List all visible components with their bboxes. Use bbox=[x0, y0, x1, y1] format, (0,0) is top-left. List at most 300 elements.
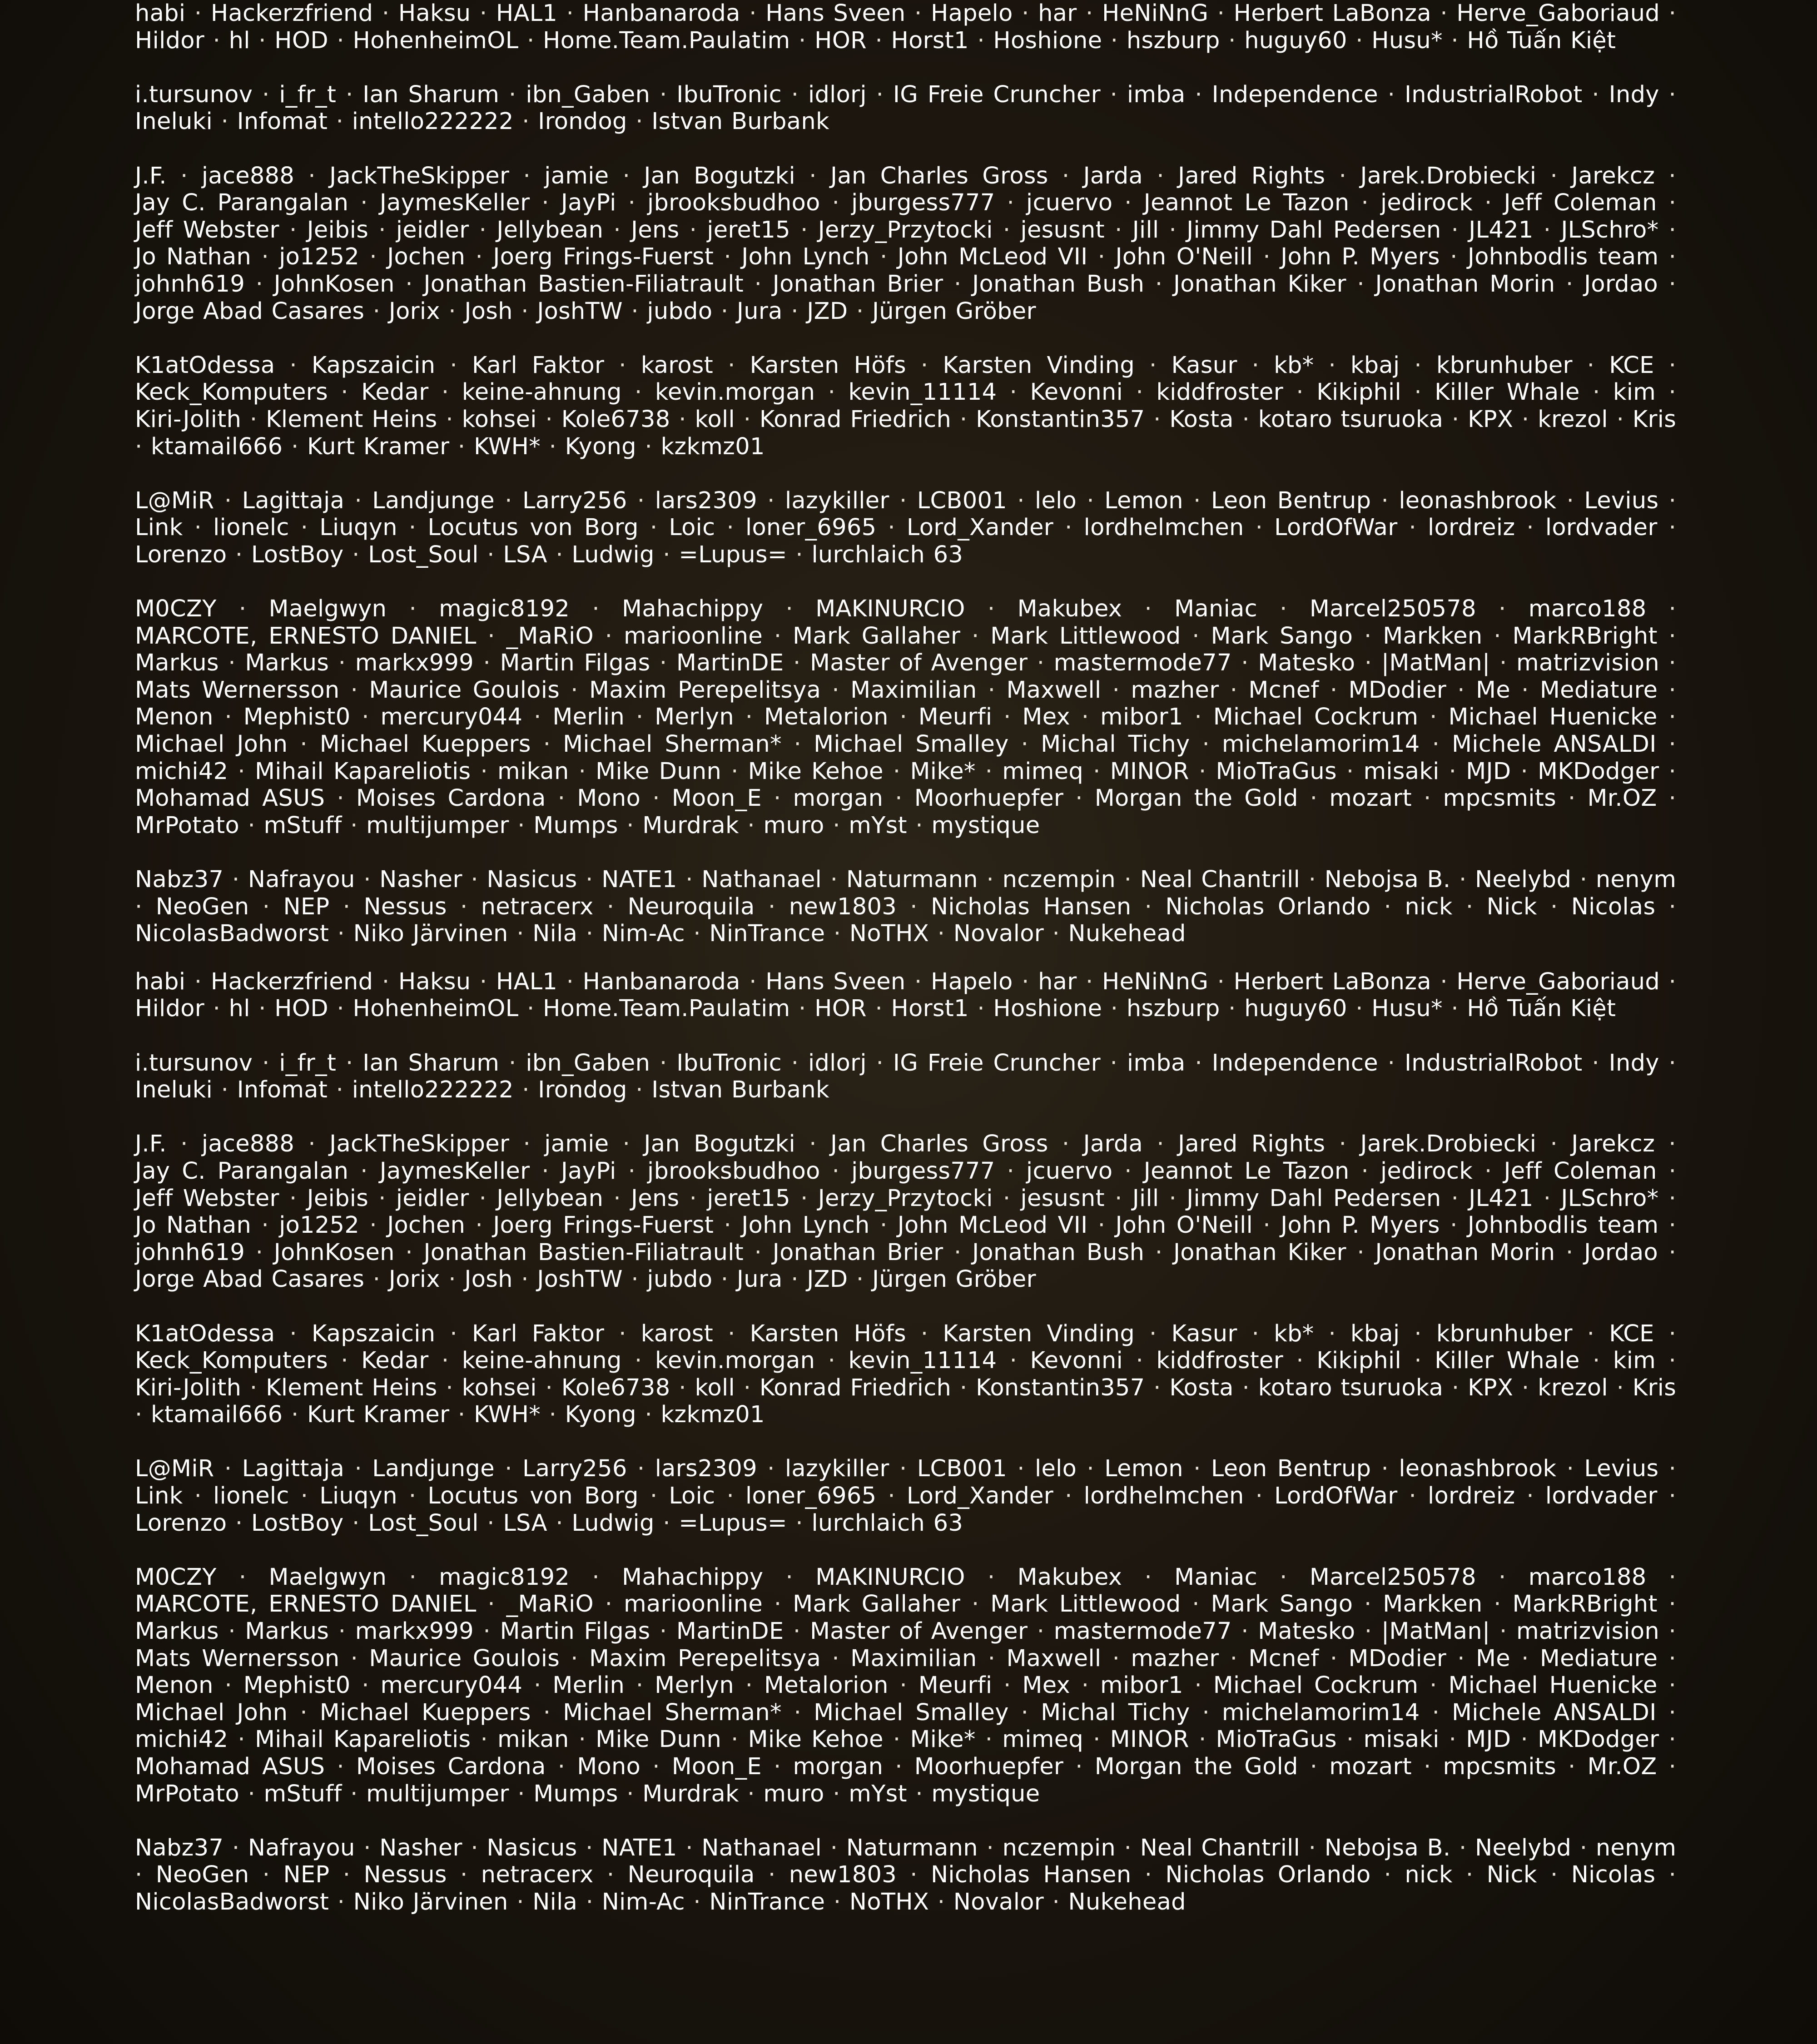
contributor-name: Jordao bbox=[1584, 270, 1658, 298]
contributor-name: Jarek.Drobiecki bbox=[1360, 1131, 1537, 1158]
contributor-name: mibor1 bbox=[1100, 1672, 1183, 1699]
name-separator: · bbox=[937, 920, 945, 948]
contributor-name: Niko Järvinen bbox=[353, 920, 508, 948]
contributor-name: Merlyn bbox=[655, 1672, 734, 1699]
name-separator: · bbox=[308, 1131, 316, 1158]
credits-letter-group bbox=[135, 487, 1676, 569]
credits-letter-group bbox=[135, 0, 1676, 54]
name-separator: · bbox=[720, 298, 729, 325]
contributor-name: Nicholas Orlando bbox=[1165, 893, 1371, 920]
contributor-name: Makubex bbox=[1017, 1563, 1122, 1591]
name-separator: · bbox=[1592, 81, 1599, 108]
contributor-name: MINOR bbox=[1110, 758, 1189, 785]
contributor-name: ibn_Gaben bbox=[526, 1049, 650, 1077]
name-separator: · bbox=[1668, 270, 1677, 298]
credits-letter-group bbox=[135, 81, 1676, 135]
contributor-name: Jill bbox=[1132, 216, 1159, 243]
name-separator: · bbox=[1566, 487, 1574, 514]
contributor-name: Mcnef bbox=[1248, 1645, 1319, 1672]
name-separator: · bbox=[354, 487, 362, 514]
contributor-name: HAL1 bbox=[496, 968, 558, 995]
contributor-name: i_fr_t bbox=[279, 1049, 337, 1077]
name-separator: · bbox=[726, 514, 735, 541]
contributor-name: lelo bbox=[1035, 487, 1077, 514]
contributor-name: Ineluki bbox=[135, 108, 213, 135]
name-separator: · bbox=[1149, 352, 1157, 379]
contributor-name: Jay C. Parangalan bbox=[135, 189, 349, 217]
contributor-name: Maxwell bbox=[1006, 676, 1102, 704]
contributor-name: Mike* bbox=[910, 758, 976, 785]
contributor-name: Mark Gallaher bbox=[793, 1591, 961, 1618]
contributor-name: LCB001 bbox=[917, 487, 1007, 514]
name-separator: · bbox=[517, 812, 525, 839]
contributor-name: Maurice Goulois bbox=[369, 1645, 560, 1672]
name-separator: · bbox=[1136, 379, 1143, 406]
credits-letter-group bbox=[135, 163, 1676, 325]
contributor-name: Kasur bbox=[1171, 1320, 1237, 1347]
contributor-name: Leon Bentrup bbox=[1211, 1455, 1371, 1483]
contributor-name: Liuqyn bbox=[319, 1483, 397, 1510]
name-separator: · bbox=[888, 1483, 895, 1510]
contributor-name: Michal Tichy bbox=[1041, 731, 1190, 758]
name-separator: · bbox=[1355, 27, 1363, 54]
name-separator: · bbox=[1579, 866, 1588, 893]
contributor-name: netracerx bbox=[481, 893, 594, 920]
name-separator: · bbox=[1003, 216, 1011, 243]
contributor-name: Mumps bbox=[533, 812, 618, 839]
name-separator: · bbox=[747, 812, 755, 839]
contributor-name: leonashbrook bbox=[1399, 1455, 1557, 1483]
name-separator: · bbox=[768, 1861, 776, 1889]
contributor-name: Kyong bbox=[565, 1401, 636, 1429]
contributor-name: =Lupus= bbox=[679, 1509, 787, 1537]
name-separator: · bbox=[224, 487, 232, 514]
name-separator: · bbox=[1668, 1672, 1677, 1699]
name-separator: · bbox=[1115, 216, 1122, 243]
contributor-name: MAKINURCIO bbox=[815, 595, 965, 623]
contributor-name: matrizvision bbox=[1516, 650, 1659, 677]
contributor-name: markx999 bbox=[355, 650, 474, 677]
name-separator: · bbox=[1668, 1157, 1677, 1185]
name-separator: · bbox=[745, 1672, 753, 1699]
name-separator: · bbox=[606, 893, 615, 920]
contributor-name: hl bbox=[228, 27, 250, 54]
contributor-name: Mediature bbox=[1539, 1645, 1658, 1672]
name-separator: · bbox=[893, 758, 901, 785]
name-separator: · bbox=[258, 27, 266, 54]
name-separator: · bbox=[1668, 243, 1677, 271]
name-separator: · bbox=[988, 1645, 996, 1672]
name-separator: · bbox=[369, 243, 377, 271]
contributor-name: Jeff Webster bbox=[135, 1185, 279, 1212]
name-separator: · bbox=[663, 1509, 670, 1537]
name-separator: · bbox=[637, 487, 645, 514]
contributor-name: mazher bbox=[1131, 1645, 1219, 1672]
name-separator: · bbox=[308, 162, 316, 189]
name-separator: · bbox=[483, 650, 491, 677]
contributor-name: NinTrance bbox=[709, 920, 825, 948]
contributor-name: MartinDE bbox=[676, 650, 784, 677]
contributor-name: marioonline bbox=[623, 1591, 763, 1618]
contributor-name: Mohamad ASUS bbox=[135, 785, 325, 812]
contributor-name: Mono bbox=[577, 1753, 641, 1780]
contributor-name: Michal Tichy bbox=[1041, 1699, 1190, 1726]
name-separator: · bbox=[767, 1455, 775, 1483]
contributor-name: magic8192 bbox=[439, 1563, 570, 1591]
contributor-name: Maxim Perepelitsya bbox=[589, 1645, 821, 1672]
name-separator: · bbox=[350, 1645, 358, 1672]
name-separator: · bbox=[1668, 1049, 1677, 1077]
name-separator: · bbox=[291, 1401, 299, 1429]
contributor-name: JoshTW bbox=[537, 298, 623, 325]
contributor-name: John O'Neill bbox=[1115, 243, 1253, 271]
contributor-name: Moorhuepfer bbox=[914, 785, 1064, 812]
name-separator: · bbox=[505, 1455, 512, 1483]
name-separator: · bbox=[1097, 1212, 1106, 1239]
contributor-name: Irondog bbox=[538, 108, 627, 135]
name-separator: · bbox=[856, 298, 864, 325]
contributor-name: lordvader bbox=[1545, 514, 1658, 541]
name-separator: · bbox=[749, 968, 757, 995]
name-separator: · bbox=[988, 676, 996, 704]
contributor-name: John O'Neill bbox=[1115, 1212, 1253, 1239]
name-separator: · bbox=[522, 108, 530, 135]
name-separator: · bbox=[1124, 1157, 1132, 1185]
contributor-name: Jura bbox=[736, 298, 783, 325]
contributor-name: Mike Kehoe bbox=[748, 758, 884, 785]
name-separator: · bbox=[1484, 189, 1492, 217]
contributor-name: kevin_11114 bbox=[848, 379, 997, 406]
contributor-name: Michael Smalley bbox=[814, 731, 1009, 758]
contributor-name: JohnKosen bbox=[273, 1239, 395, 1266]
contributor-name: intello222222 bbox=[352, 108, 514, 135]
name-separator: · bbox=[1198, 758, 1206, 785]
credits-letter-group bbox=[135, 352, 1676, 460]
contributor-name: Jürgen Gröber bbox=[872, 298, 1036, 325]
name-separator: · bbox=[1668, 758, 1676, 785]
name-separator: · bbox=[1192, 1591, 1200, 1618]
contributor-name: Mumps bbox=[533, 1780, 618, 1807]
contributor-name: Karsten Vinding bbox=[943, 352, 1135, 379]
name-separator: · bbox=[1521, 1374, 1529, 1401]
contributor-name: LCB001 bbox=[917, 1455, 1007, 1483]
credits-cycle bbox=[135, 0, 1676, 948]
contributor-name: mystique bbox=[931, 812, 1040, 839]
name-separator: · bbox=[1457, 676, 1465, 704]
name-separator: · bbox=[1339, 1131, 1347, 1158]
name-separator: · bbox=[249, 406, 258, 433]
name-separator: · bbox=[262, 893, 270, 920]
contributor-name: Link bbox=[135, 514, 183, 541]
contributor-name: kim bbox=[1613, 379, 1656, 406]
name-separator: · bbox=[1440, 968, 1448, 995]
contributor-name: mpcsmits bbox=[1443, 1753, 1556, 1780]
contributor-name: Martin Filgas bbox=[500, 650, 650, 677]
name-separator: · bbox=[378, 216, 386, 243]
name-separator: · bbox=[1668, 514, 1677, 541]
name-separator: · bbox=[471, 1834, 478, 1861]
name-separator: · bbox=[1499, 595, 1506, 623]
contributor-name: Karsten Vinding bbox=[943, 1320, 1135, 1347]
contributor-name: Mephist0 bbox=[243, 1672, 351, 1699]
contributor-name: Konstantin357 bbox=[976, 1374, 1145, 1401]
name-separator: · bbox=[971, 1591, 979, 1618]
name-separator: · bbox=[479, 0, 487, 27]
contributor-name: koll bbox=[695, 1374, 735, 1401]
credits-letter-group bbox=[135, 1131, 1676, 1293]
name-separator: · bbox=[363, 1834, 371, 1861]
name-separator: · bbox=[1110, 1049, 1118, 1077]
contributor-name: lars2309 bbox=[655, 1455, 757, 1483]
name-separator: · bbox=[1520, 1726, 1528, 1753]
name-separator: · bbox=[800, 216, 808, 243]
name-separator: · bbox=[785, 595, 794, 623]
contributor-name: hszburp bbox=[1126, 27, 1220, 54]
name-separator: · bbox=[1202, 731, 1210, 758]
contributor-name: jburgess777 bbox=[851, 1157, 995, 1185]
name-separator: · bbox=[1484, 1157, 1492, 1185]
name-separator: · bbox=[914, 0, 922, 27]
contributor-name: HohenheimOL bbox=[352, 27, 519, 54]
contributor-name: Locutus von Borg bbox=[427, 514, 639, 541]
contributor-name: Master of Avenger bbox=[809, 1618, 1028, 1645]
name-separator: · bbox=[1668, 1185, 1677, 1212]
name-separator: · bbox=[830, 866, 838, 893]
contributor-name: Matesko bbox=[1258, 1618, 1355, 1645]
contributor-name: kbrunhuber bbox=[1436, 1320, 1573, 1347]
contributor-name: hszburp bbox=[1126, 995, 1220, 1022]
contributor-name: Lord_Xander bbox=[906, 514, 1054, 541]
name-separator: · bbox=[343, 893, 351, 920]
name-separator: · bbox=[1668, 622, 1677, 650]
contributor-name: Jorix bbox=[388, 298, 440, 325]
contributor-name: Jonathan Kiker bbox=[1173, 1239, 1346, 1266]
contributor-name: huguy60 bbox=[1244, 27, 1347, 54]
contributor-name: Mediature bbox=[1539, 676, 1658, 704]
contributor-name: JL421 bbox=[1469, 1185, 1534, 1212]
name-separator: · bbox=[441, 1347, 449, 1374]
contributor-name: NicolasBadworst bbox=[135, 1888, 329, 1915]
name-separator: · bbox=[1230, 676, 1238, 704]
contributor-name: krezol bbox=[1538, 406, 1608, 433]
contributor-name: jeret15 bbox=[707, 216, 790, 243]
name-separator: · bbox=[1195, 1049, 1202, 1077]
contributor-name: Jens bbox=[630, 216, 680, 243]
contributor-name: imba bbox=[1127, 1049, 1186, 1077]
name-separator: · bbox=[915, 812, 923, 839]
name-separator: · bbox=[1124, 866, 1132, 893]
contributor-name: Infomat bbox=[237, 1077, 328, 1104]
name-separator: · bbox=[1668, 189, 1677, 217]
name-separator: · bbox=[1202, 1699, 1210, 1726]
name-separator: · bbox=[754, 1239, 762, 1266]
name-separator: · bbox=[637, 1455, 645, 1483]
credits-cycle bbox=[135, 968, 1676, 1916]
name-separator: · bbox=[448, 1266, 456, 1293]
name-separator: · bbox=[1003, 1185, 1011, 1212]
contributor-name: John McLeod VII bbox=[897, 1212, 1088, 1239]
contributor-name: K1atOdessa bbox=[135, 352, 275, 379]
name-separator: · bbox=[1430, 704, 1437, 731]
name-separator: · bbox=[693, 920, 701, 948]
name-separator: · bbox=[1144, 1861, 1152, 1889]
name-separator: · bbox=[856, 1266, 864, 1293]
contributor-name: jesusnt bbox=[1020, 1185, 1105, 1212]
name-separator: · bbox=[405, 270, 413, 298]
name-separator: · bbox=[1668, 893, 1677, 920]
name-separator: · bbox=[899, 1672, 907, 1699]
contributor-name: Indy bbox=[1608, 81, 1659, 108]
name-separator: · bbox=[457, 1401, 466, 1429]
name-separator: · bbox=[135, 433, 143, 460]
contributor-name: Jarek.Drobiecki bbox=[1360, 162, 1537, 189]
contributor-name: HeNiNnG bbox=[1102, 968, 1209, 995]
name-separator: · bbox=[1451, 406, 1460, 433]
contributor-name: _MaRiO bbox=[506, 1591, 594, 1618]
contributor-name: _MaRiO bbox=[506, 622, 594, 650]
contributor-name: Hackerzfriend bbox=[210, 968, 373, 995]
name-separator: · bbox=[1450, 243, 1458, 271]
name-separator: · bbox=[895, 1753, 903, 1780]
contributor-name: NoTHX bbox=[849, 1888, 929, 1915]
name-separator: · bbox=[352, 541, 360, 568]
name-separator: · bbox=[1255, 1483, 1263, 1510]
contributor-name: LSA bbox=[503, 1509, 547, 1537]
contributor-name: markx999 bbox=[355, 1618, 474, 1645]
name-separator: · bbox=[261, 243, 269, 271]
contributor-name: misaki bbox=[1363, 1726, 1440, 1753]
contributor-name: kbrunhuber bbox=[1436, 352, 1573, 379]
name-separator: · bbox=[1328, 352, 1336, 379]
name-separator: · bbox=[910, 1861, 918, 1889]
contributor-name: Nicholas Hansen bbox=[930, 1861, 1132, 1889]
contributor-name: HohenheimOL bbox=[352, 995, 519, 1022]
name-separator: · bbox=[448, 298, 456, 325]
contributor-name: Link bbox=[135, 1483, 183, 1510]
contributor-name: Kevonni bbox=[1030, 379, 1123, 406]
name-separator: · bbox=[1668, 162, 1676, 189]
name-separator: · bbox=[1153, 406, 1161, 433]
contributor-name: Klement Heins bbox=[266, 1374, 437, 1401]
contributor-name: michelamorim14 bbox=[1221, 731, 1420, 758]
contributor-name: lordvader bbox=[1545, 1483, 1658, 1510]
name-separator: · bbox=[341, 379, 348, 406]
contributor-name: Michael Huenicke bbox=[1448, 704, 1658, 731]
name-separator: · bbox=[634, 1347, 642, 1374]
contributor-name: Neuroquila bbox=[627, 1861, 755, 1889]
name-separator: · bbox=[350, 812, 358, 839]
name-separator: · bbox=[1017, 487, 1025, 514]
contributor-name: Markus bbox=[245, 1618, 329, 1645]
name-separator: · bbox=[1593, 379, 1600, 406]
contributor-name: Hans Sveen bbox=[765, 968, 906, 995]
contributor-name: magic8192 bbox=[439, 595, 570, 623]
contributor-name: ktamail666 bbox=[151, 1401, 283, 1429]
contributor-name: i_fr_t bbox=[279, 81, 337, 108]
contributor-name: MINOR bbox=[1110, 1726, 1189, 1753]
contributor-name: KPX bbox=[1468, 1374, 1514, 1401]
contributor-name: mikan bbox=[497, 758, 569, 785]
contributor-name: nczempin bbox=[1002, 1834, 1116, 1861]
name-separator: · bbox=[634, 379, 642, 406]
contributor-name: nick bbox=[1405, 1861, 1453, 1889]
name-separator: · bbox=[578, 758, 586, 785]
contributor-name: Joerg Frings-Fuerst bbox=[493, 243, 714, 271]
name-separator: · bbox=[235, 1509, 243, 1537]
contributor-name: Nicholas Hansen bbox=[930, 893, 1132, 920]
contributor-name: marco188 bbox=[1528, 595, 1647, 623]
name-separator: · bbox=[1110, 27, 1118, 54]
name-separator: · bbox=[238, 758, 245, 785]
contributor-name: Herbert LaBonza bbox=[1233, 968, 1431, 995]
name-separator: · bbox=[337, 1888, 345, 1915]
name-separator: · bbox=[728, 1320, 735, 1347]
name-separator: · bbox=[1668, 1483, 1677, 1510]
contributor-name: Jeff Coleman bbox=[1504, 189, 1657, 217]
contributor-name: Lagittaja bbox=[242, 1455, 345, 1483]
contributor-name: Markken bbox=[1383, 622, 1483, 650]
contributor-name: NEP bbox=[283, 893, 330, 920]
name-separator: · bbox=[1228, 27, 1236, 54]
contributor-name: John McLeod VII bbox=[897, 243, 1088, 271]
name-separator: · bbox=[1112, 676, 1120, 704]
name-separator: · bbox=[1457, 1645, 1465, 1672]
name-separator: · bbox=[1364, 1591, 1372, 1618]
contributor-name: Jay C. Parangalan bbox=[135, 1157, 349, 1185]
contributor-name: HeNiNnG bbox=[1102, 0, 1209, 27]
contributor-name: jcuervo bbox=[1026, 189, 1113, 217]
contributor-name: lurchlaich 63 bbox=[811, 1509, 963, 1537]
contributor-name: morgan bbox=[793, 1753, 884, 1780]
contributor-name: Jonathan Brier bbox=[772, 1239, 943, 1266]
contributor-name: Konrad Friedrich bbox=[759, 1374, 952, 1401]
contributor-name: LostBoy bbox=[251, 541, 344, 568]
name-separator: · bbox=[1062, 1131, 1070, 1158]
name-separator: · bbox=[876, 81, 884, 108]
contributor-name: JackTheSkipper bbox=[329, 162, 510, 189]
contributor-name: |MatMan| bbox=[1381, 1618, 1490, 1645]
name-separator: · bbox=[1414, 379, 1422, 406]
name-separator: · bbox=[480, 1726, 488, 1753]
contributor-name: KWH* bbox=[473, 433, 541, 460]
name-separator: · bbox=[795, 541, 803, 568]
name-separator: · bbox=[1668, 1591, 1677, 1618]
name-separator: · bbox=[180, 162, 188, 189]
contributor-name: har bbox=[1038, 968, 1077, 995]
name-separator: · bbox=[221, 1077, 229, 1104]
contributor-name: jace888 bbox=[201, 1131, 295, 1158]
name-separator: · bbox=[1451, 216, 1459, 243]
contributor-name: MrPotato bbox=[135, 812, 239, 839]
name-separator: · bbox=[628, 1157, 636, 1185]
contributor-name: Morgan the Gold bbox=[1094, 1753, 1298, 1780]
contributor-name: Mats Wernersson bbox=[135, 676, 340, 704]
contributor-name: Hồ Tuấn Kiệt bbox=[1467, 995, 1616, 1022]
contributor-name: Jorix bbox=[388, 1266, 440, 1293]
name-separator: · bbox=[800, 1185, 808, 1212]
name-separator: · bbox=[1587, 1320, 1595, 1347]
contributor-name: Hanbanaroda bbox=[582, 968, 740, 995]
name-separator: · bbox=[232, 1834, 240, 1861]
contributor-name: Mr.OZ bbox=[1587, 1753, 1657, 1780]
name-separator: · bbox=[221, 108, 229, 135]
contributor-name: koll bbox=[695, 406, 735, 433]
contributor-name: Moorhuepfer bbox=[914, 1753, 1064, 1780]
name-separator: · bbox=[405, 1239, 413, 1266]
contributor-name: Leon Bentrup bbox=[1211, 487, 1371, 514]
name-separator: · bbox=[1075, 1753, 1083, 1780]
name-separator: · bbox=[457, 433, 466, 460]
